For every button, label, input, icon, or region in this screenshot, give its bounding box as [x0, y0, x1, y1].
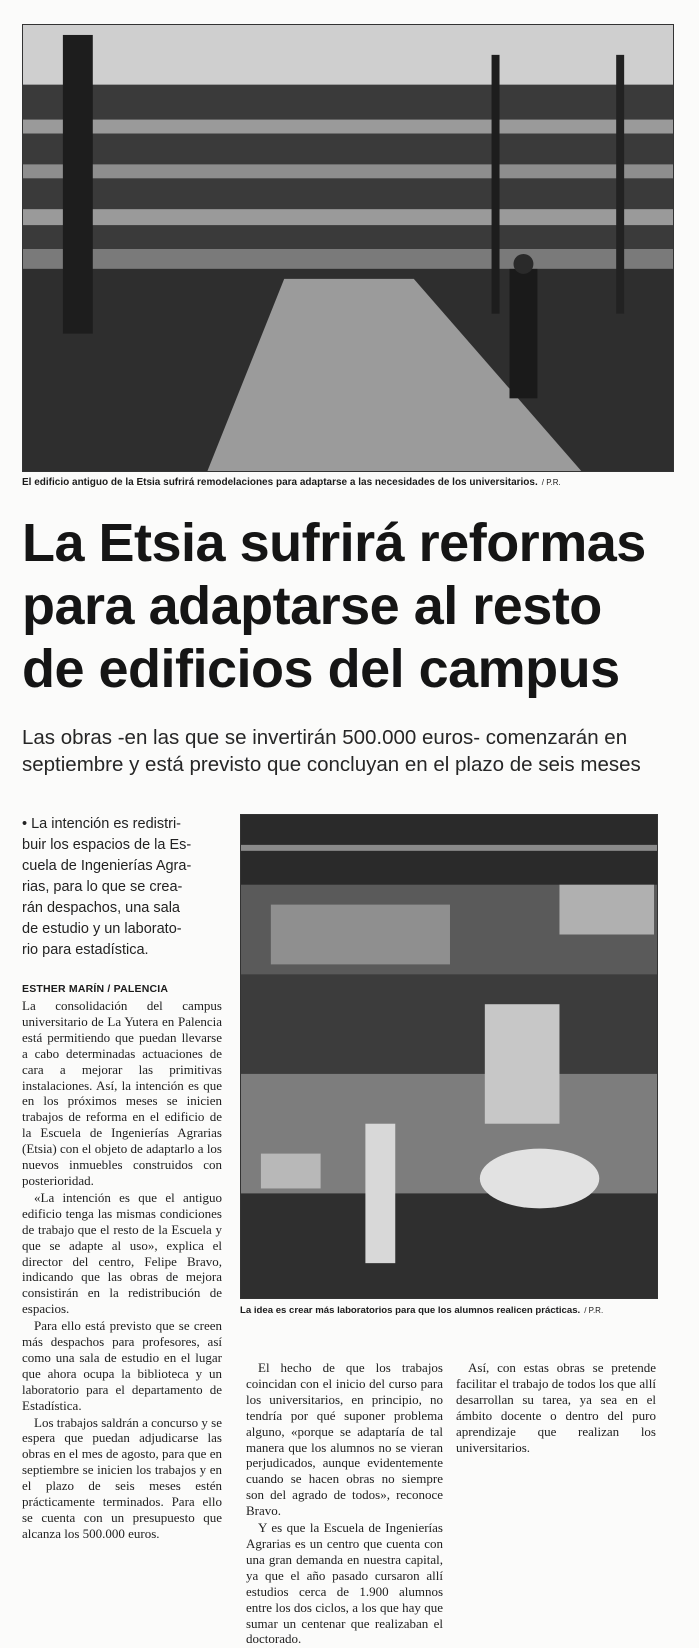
laboratory-photo-credit: / P.R. [584, 1306, 604, 1315]
laboratory-photo [240, 814, 658, 1299]
headline-line-3: de edificios del campus [22, 639, 620, 699]
laboratory-photo-caption [240, 1304, 680, 1318]
article-column-1 [22, 998, 222, 1543]
article-paragraph: Y es que la Escuela de Ingenierías Agrarias es un centro que cuenta con una gran demanda en nuestra capital, ya que el año pasado cursaron allí estudios cerca de 1.900 alumnos entre los dos ciclos, a los que hay que sumar un centenar que realizaban el doctorado. [246, 1520, 443, 1647]
summary-line-3: cuela de Ingenierías Agra- [22, 858, 192, 874]
article-column-3 [456, 1360, 656, 1456]
subheadline [22, 724, 687, 778]
summary-line-4: rias, para lo que se crea- [22, 879, 183, 895]
summary-line-6: de estudio y un laborato- [22, 921, 182, 937]
summary-line-1: • La intención es redistri- [22, 816, 182, 832]
summary-highlight [22, 814, 222, 961]
byline: ESTHER MARÍN / PALENCIA [22, 983, 169, 995]
subheadline-line-2: septiembre y está previsto que concluyan en el plazo de seis meses [22, 753, 641, 776]
article-paragraph: Para ello está previsto que se creen más despachos para profesores, así como una sala de estudio en el lugar que ahora ocupa la biblioteca y un laboratorio para el departamento de Estadística. [22, 1318, 222, 1413]
article-column-2 [246, 1360, 443, 1648]
headline-line-2: para adaptarse al resto [22, 576, 602, 636]
laboratory-photo-graphic [241, 815, 657, 1298]
building-photo-caption-text: El edificio antiguo de la Etsia sufrirá remodelaciones para adaptarse a las necesidades de los universitarios. [22, 477, 538, 488]
subheadline-line-1: Las obras -en las que se invertirán 500.000 euros- comenzarán en [22, 726, 628, 749]
laboratory-photo-caption-text: La idea es crear más laboratorios para que los alumnos realicen prácticas. [240, 1305, 581, 1316]
headline [22, 512, 682, 701]
building-photo-graphic [23, 25, 673, 471]
summary-line-2: buir los espacios de la Es- [22, 837, 192, 853]
article-paragraph: Los trabajos saldrán a concurso y se espera que puedan adjudicarse las obras en el mes de agosto, para que en septiembre se inicien los trabajos y en el plazo de seis meses estén prácticamente terminados. Para ello se cuenta con un presupuesto que alcanza los 500.000 euros. [22, 1414, 222, 1541]
headline-line-1: La Etsia sufrirá reformas [22, 513, 646, 573]
building-photo-credit: / P.R. [541, 478, 561, 487]
building-photo [22, 24, 674, 472]
summary-line-7: rio para estadística. [22, 942, 149, 958]
summary-line-5: rán despachos, una sala [22, 900, 180, 916]
article-paragraph: El hecho de que los trabajos coincidan con el inicio del curso para los universitarios, en principio, no tendría por qué suponer problema alguno, «porque se adaptaría de tal manera que los alumnos no se vieran perjudicados, aunque evidentemente cuando se hacen obras no siempre son del agrado de todos», reconoce Bravo. [246, 1360, 443, 1519]
building-photo-caption [22, 476, 674, 490]
article-paragraph: «La intención es que el antiguo edificio tenga las mismas condiciones de trabajo que el resto de la Escuela y que se adapte al uso», explica el director del centro, Felipe Bravo, indicando que las obras de mejora consistirán en la redistribución de espacios. [22, 1189, 222, 1317]
article-paragraph: La consolidación del campus universitario de La Yutera en Palencia está permitiendo que puedan llevarse a cabo determinadas actuaciones de cara a mejorar las primitivas instalaciones. Así, la intención es que en los próximos meses se inicien trabajos de reforma en el edificio de la Escuela de Ingenierías Agrarias (Etsia) con el objeto de adaptarlo a los nuevos inmuebles construidos con posterioridad. [22, 998, 222, 1188]
article-paragraph: Así, con estas obras se pretende facilitar el trabajo de todos los que allí desarrollan su tarea, ya sea en el ámbito docente o dentro del puro aprendizaje que realizan los universitarios. [456, 1360, 656, 1455]
